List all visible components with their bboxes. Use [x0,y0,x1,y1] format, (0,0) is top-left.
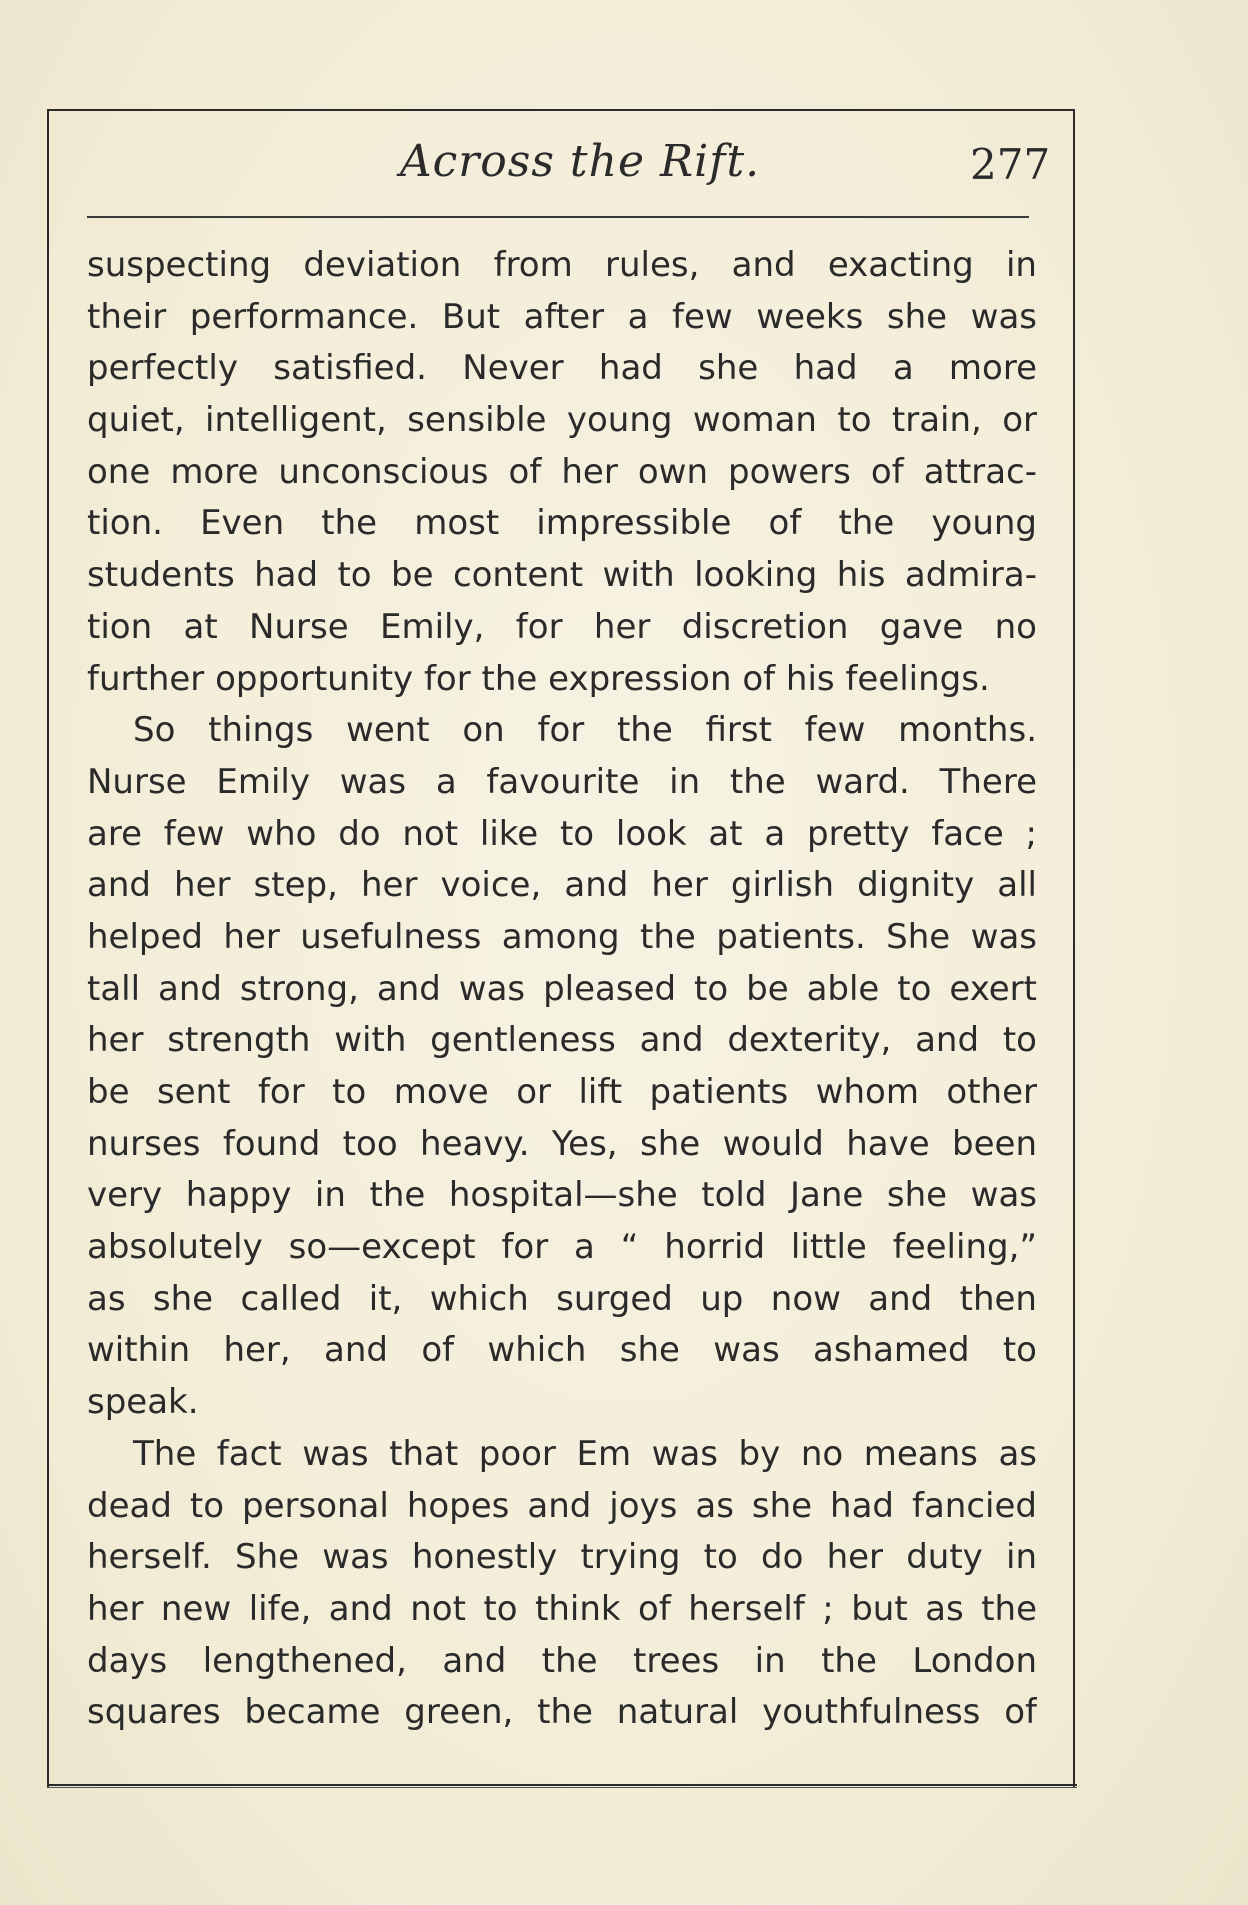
paragraph-start-line: The fact was that poor Em was by no means as [133,1433,1037,1474]
page-border-bottom-rule [47,1784,1077,1788]
body-text [87,240,1037,1739]
text-line: their performance. But after a few weeks she was [87,296,1037,337]
text-line: students had to be content with looking his admira- [87,555,1037,596]
text-line: one more unconscious of her own powers of attrac- [87,451,1037,492]
text-line: her new life, and not to think of herself ; but as the [87,1588,1037,1629]
text-line: her strength with gentleness and dexterity, and to [87,1020,1037,1061]
text-line: helped her usefulness among the patients. She was [87,916,1037,957]
text-line: dead to personal hopes and joys as she had fancied [87,1485,1037,1526]
text-line: further opportunity for the expression of his feelings. [87,658,990,699]
text-line: very happy in the hospital—she told Jane she was [87,1175,1037,1216]
text-line: Nurse Emily was a favourite in the ward. There [87,761,1037,802]
text-line: be sent for to move or lift patients whom other [87,1072,1037,1112]
text-line: within her, and of which she was ashamed to [87,1330,1037,1371]
text-line: nurses found too heavy. Yes, she would have been [87,1123,1037,1164]
text-line: tion. Even the most impressible of the young [87,503,1037,544]
text-line: herself. She was honestly trying to do her duty in [87,1537,1037,1578]
text-line: and her step, her voice, and her girlish dignity all [87,865,1037,906]
paragraph-start-line: So things went on for the first few months. [133,710,1037,751]
text-line: quiet, intelligent, sensible young woman to train, or [87,400,1037,441]
text-line: tion at Nurse Emily, for her discretion gave no [87,606,1037,647]
header-rule [87,216,1029,218]
text-line: absolutely so—except for a “ horrid little feeling,” [87,1227,1037,1268]
text-line: squares became green, the natural youthfulness of [87,1692,1037,1733]
running-title: Across the Rift. [399,136,761,187]
text-line: perfectly satisfied. Never had she had a more [87,348,1037,389]
text-line: tall and strong, and was pleased to be able to exert [87,968,1037,1009]
text-line: are few who do not like to look at a pretty face ; [87,813,1037,854]
text-line: suspecting deviation from rules, and exacting in [87,245,1037,285]
text-line: speak. [87,1382,199,1423]
text-line: as she called it, which surged up now and then [87,1278,1037,1319]
text-line: days lengthened, and the trees in the London [87,1640,1037,1681]
page-number: 277 [970,140,1051,189]
